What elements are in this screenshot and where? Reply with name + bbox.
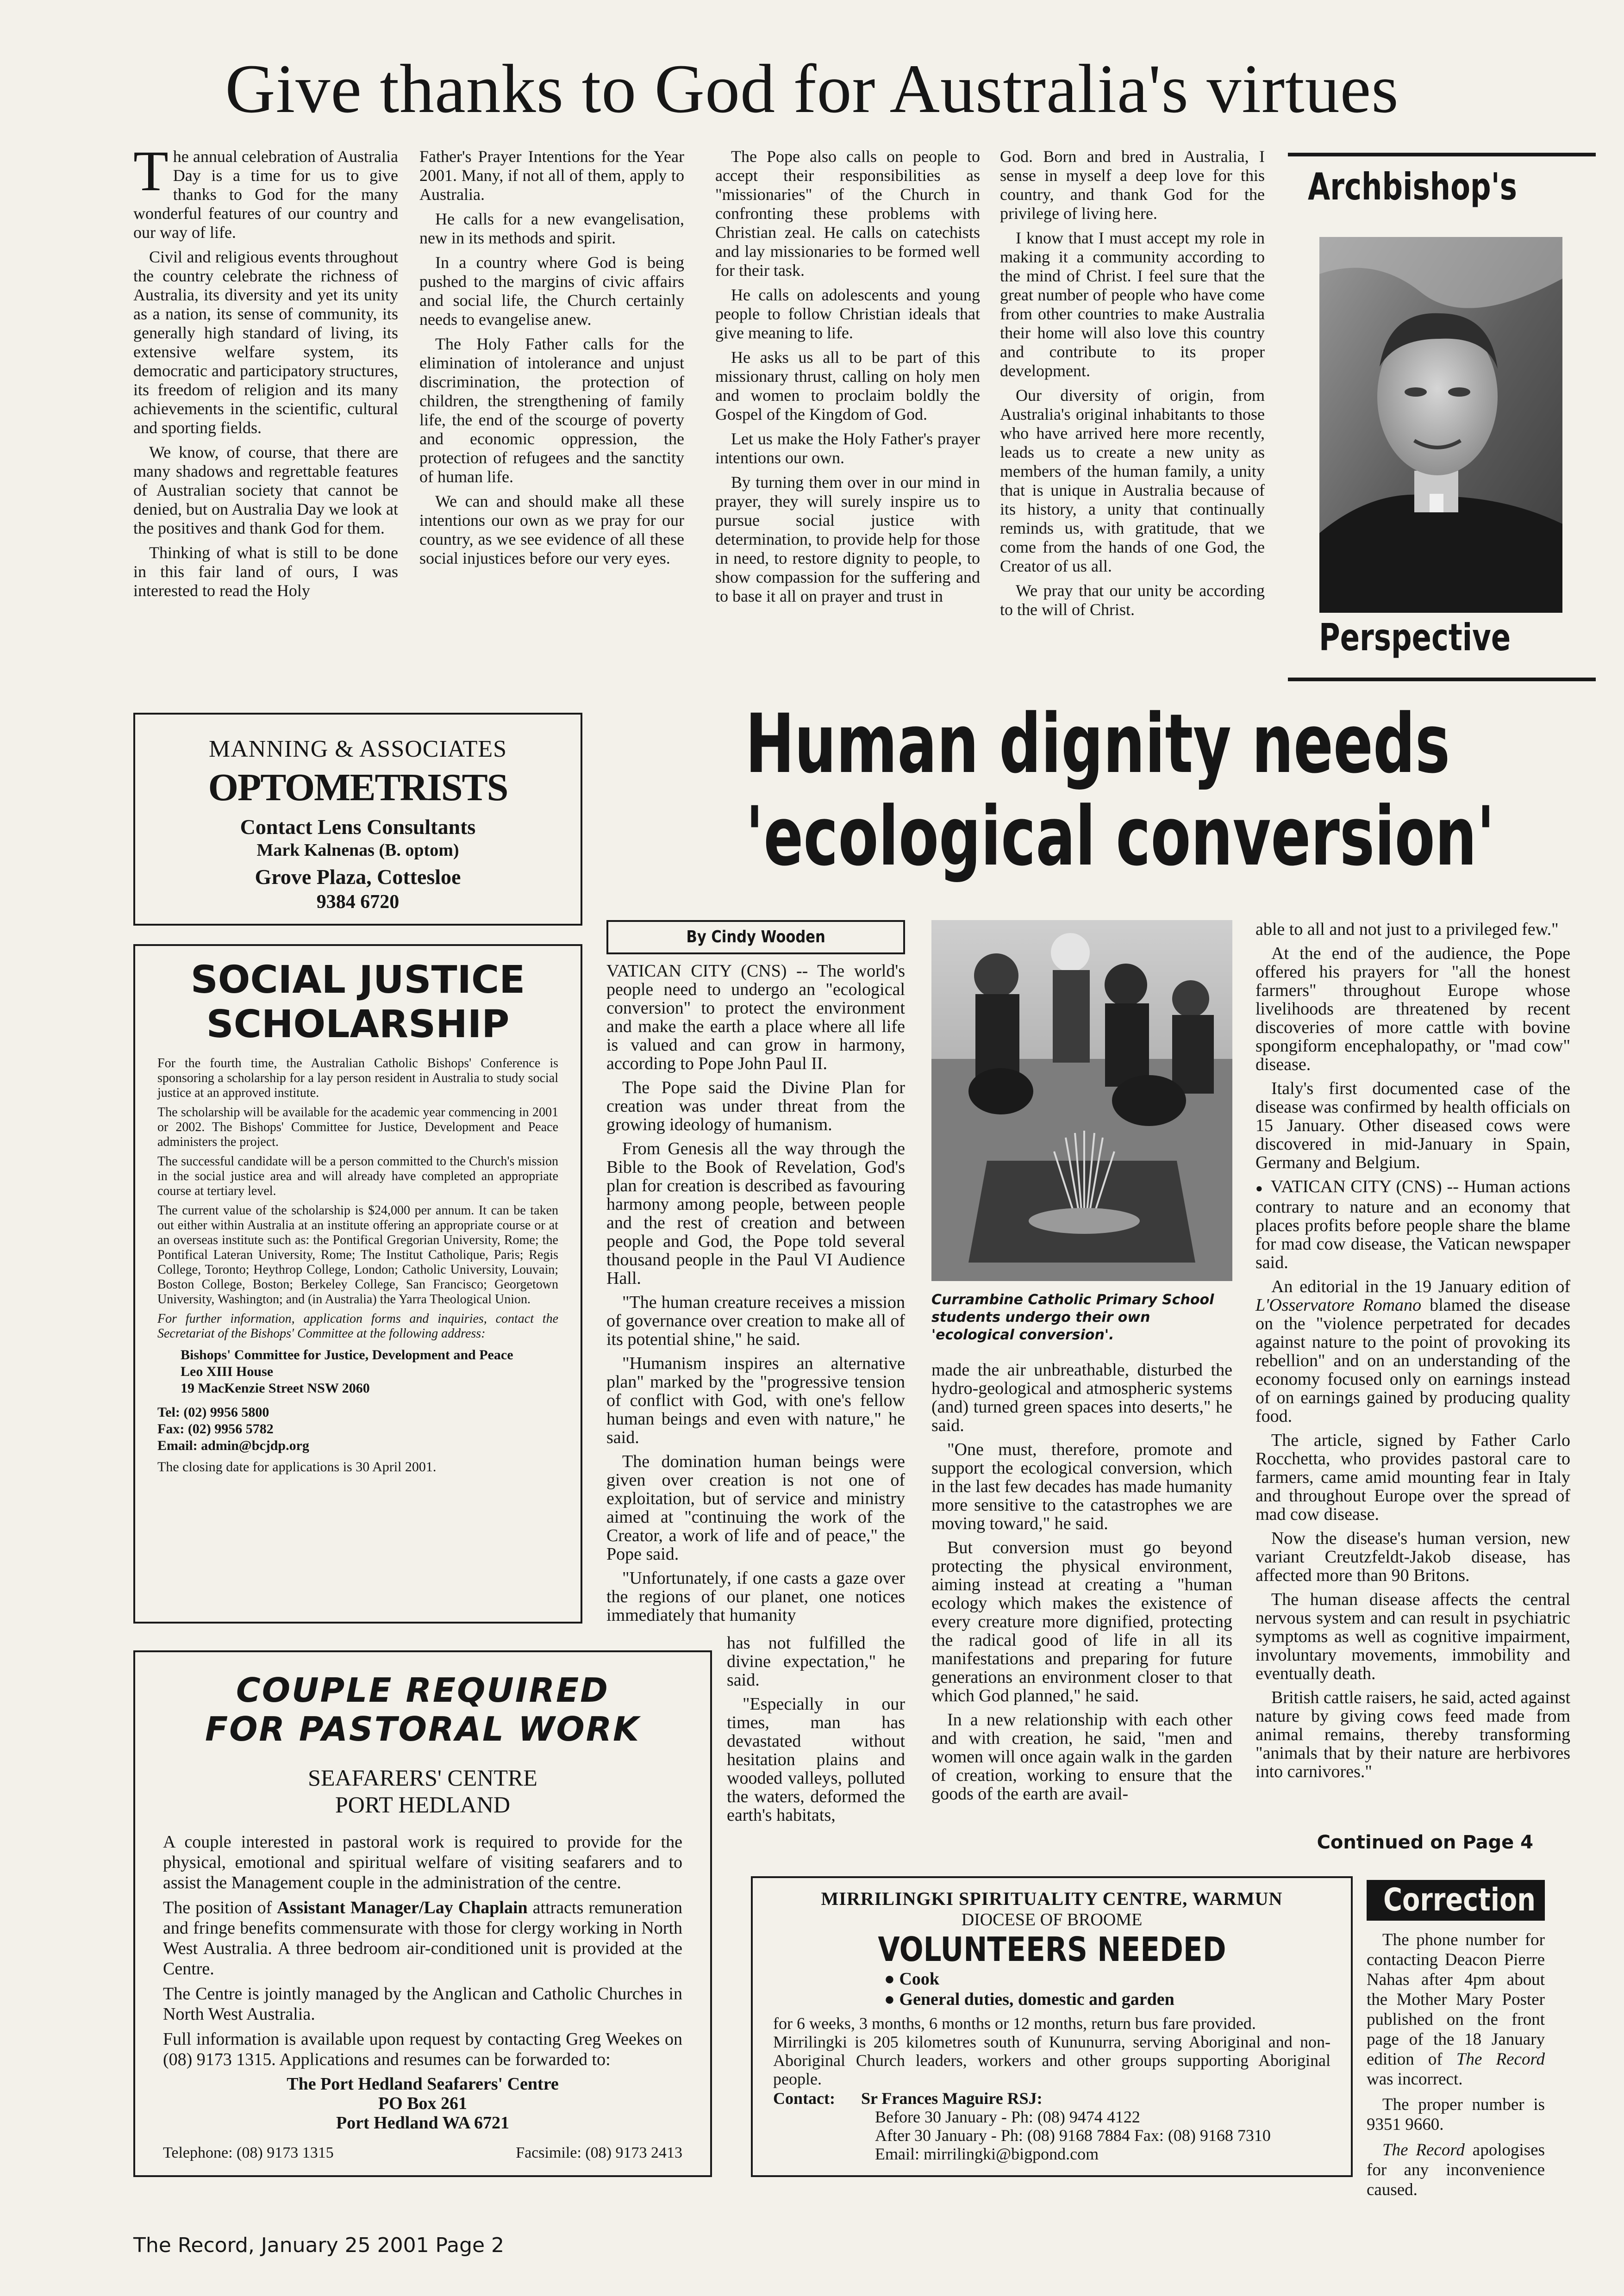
volunteers-contact-name: Sr Frances Maguire RSJ: — [861, 2089, 1043, 2108]
volunteers-centre: MIRRILINGKI SPIRITUALITY CENTRE, WARMUN — [821, 1888, 1283, 1909]
byline: By Cindy Wooden — [606, 920, 905, 954]
feature-col-1: The annual celebration of Australia Day is a time for us to give thanks to God for the many wonderful features of our country and our way of life. Civil and religious events throughout the country celebrate the richness of Australia, its diversity and yet its unity as a nation, its sense of community, its generally high standard of living, its extensive welfare system, its democratic and participatory structures, its freedom of religion and its many achievements in the scientific, cultural and sporting fields. We know, of course, that there are many shadows and regrettable features of Australian society that cannot be denied, but on Australia Day we look at the positives and thank God for them. Thinking of what is still to be done in this fair land of ours, I was interested to read the Holy — [133, 139, 398, 600]
volunteers-diocese: DIOCESE OF BROOME — [961, 1910, 1143, 1929]
volunteers-about: Mirrilingki is 205 kilometres south of Kununurra, serving Aboriginal and non-Aboriginal Church leaders, workers and other groups supporting Aboriginal people. — [773, 2033, 1330, 2088]
correction-apology: The Record apologises for any inconvenience caused. — [1367, 2140, 1545, 2199]
volunteers-title: VOLUNTEERS NEEDED — [877, 1930, 1226, 1969]
volunteers-ad — [751, 1876, 1353, 2177]
correction-para: The phone number for contacting Deacon Pierre Nahas after 4pm about the Mother Mary Poster published on the front page of the 18 January edition of The Record was incorrect. — [1367, 1930, 1545, 2089]
scholarship-inquiries: For further information, application forms and inquiries, contact the Secretariat of the Bishops' Committee at the following address: — [157, 1312, 558, 1341]
optometrist-name: Mark Kalnenas (B. optom) — [256, 840, 459, 860]
pastoral-telephone: Telephone: (08) 9173 1315 — [163, 2144, 334, 2161]
column-bottom-rule — [1288, 678, 1596, 681]
pastoral-subtitle: SEAFARERS' CENTRE PORT HEDLAND — [308, 1765, 537, 1817]
page-footer: The Record, January 25 2001 Page 2 — [133, 2234, 505, 2257]
volunteers-contact-label: Contact: — [773, 2089, 835, 2108]
story-col-a: VATICAN CITY (CNS) -- The world's people need to undergo an "ecological conversion" to protect the environment and make the earth a place where all life is valued and can grow in harmony, according to Pope John Paul II. The Pope said the Divine Plan for creation was under threat from the growing ideology of humanism. From Genesis all the way through the Bible to the Book of Revelation, God's plan for creation is described as favouring harmony among people, between people and the rest of creation and between people and God, the Pope told several thousand people in the Paul VI Audience Hall. "The human creature receives a mission of governance over creation to make all of its potential shine," he said. "Humanism inspires an alternative plan" marked by the "progressive tension of conflict with God, with one's fellow human beings and even with nature," he said. The domination human beings were given over creation is not one of exploitation, but of service and ministry aimed at "continuing the work of the Creator, a work of life and of peace," the Pope said. "Unfortunately, if one casts a gaze over the regions of our planet, one notices immediately that humanity — [606, 961, 905, 1625]
scholarship-para: The scholarship will be available for the academic year commencing in 2001 or 2002. The Bishops' Committee for Justice, Development and Peace administers the project. — [157, 1105, 558, 1149]
continued-link[interactable]: Continued on Page 4 — [1317, 1832, 1533, 1853]
photo-caption: Currambine Catholic Primary School students undergo their own 'ecological conversion'. — [931, 1292, 1214, 1343]
feature-col-3: The Pope also calls on people to accept their responsibilities as "missionaries" of the Church in confronting these problems with Christian zeal. He calls on catechists and lay missionaries to be formed well for their task. He calls on adolescents and young people to follow Christian ideals that give meaning to life. He asks us all to be part of this missionary thrust, calling on holy men and women to proclaim boldly the Gospel of the Kingdom of God. Let us make the Holy Father's prayer intentions our own. By turning them over in our mind in prayer, they will surely inspire us to pursue social justice with determination, to provide help for those in need, to restore dignity to people, to show compassion for the suffering and to base it all on prayer and trust in — [715, 147, 980, 605]
story-col-c: able to all and not just to a privileged few." At the end of the audience, the Pope offered his prayers for "all the honest farmers" throughout Europe whose livelihoods are threatened by recent discoveries of more cattle with bovine spongiform encephalopathy, or "mad cow" disease. Italy's first documented case of the disease was confirmed by health officials on 15 January. Other diseased cows were discovered in mid-January in Spain, Germany and Belgium. ● VATICAN CITY (CNS) -- Human actions contrary to nature and an economy that places profits before people share the blame for mad cow disease, the Vatican newspaper said. An editorial in the 19 January edition of L'Osservatore Romano blamed the disease on the "violence perpetrated for decades against nature to the point of provoking its rebellion" and on an understanding of the economy focused only on earnings instead of on earnings gained by producing quality food. The article, signed by Father Carlo Rocchetta, who provides pastoral care to farmers, came amid mounting fear in Italy and throughout Europe over the spread of mad cow disease. Now the disease's human version, new variant Creutzfeldt-Jakob disease, has affected more than 90 Britons. The human disease affects the central nervous system and can result in psychiatric symptoms as well as cognitive impairment, involuntary movements, immobility and eventually death. British cattle raisers, he said, acted against nature by giving cows feed made from animal remains, thereby transforming "animals that by their nature are herbivores into carnivores." — [1255, 920, 1570, 1786]
volunteers-item-cook: ● Cook — [884, 1969, 940, 1989]
feature-col-4: God. Born and bred in Australia, I sense in myself a deep love for this country, and thank God for the privilege of living here. I know that I must accept my role in making it a community according to the mind of Christ. I feel sure that the great number of people who have come from other countries to make Australia their home will also love this country and contribute to its proper development. Our diversity of origin, from Australia's original inhabitants to those who have arrived here more recently, leads us to create a new unity as members of the human family, a unity that is unique in Australia because of its history, a unity that continually reminds us, with gratitude, that we come from the hands of one God, the Creator of us all. We pray that our unity be according to the will of Christ. — [1000, 147, 1265, 619]
volunteers-contact-after: After 30 January - Ph: (08) 9168 7884 Fax: (08) 9168 7310 — [875, 2126, 1271, 2145]
correction-number: The proper number is 9351 9660. — [1367, 2095, 1545, 2134]
pastoral-para: The Centre is jointly managed by the Anglican and Catholic Churches in North West Australia. — [163, 1984, 682, 2024]
story-headline: Human dignity needs 'ecological conversion' — [745, 697, 1495, 884]
column-heading-bottom: Perspective — [1319, 616, 1511, 659]
column-heading-top: Archbishop's — [1307, 165, 1517, 208]
pastoral-para: The position of Assistant Manager/Lay Chaplain attracts remuneration and fringe benefits commensurate with those for clergy working in North West Australia. A three bedroom air-conditioned unit is provided at the Centre. — [163, 1898, 682, 1979]
pastoral-para: A couple interested in pastoral work is required to provide for the physical, emotional and spiritual welfare of visiting seafarers and to assist the Management couple in the administration of the centre. — [163, 1832, 682, 1892]
pastoral-work-ad — [133, 1650, 712, 2177]
drop-cap: T — [133, 139, 169, 203]
volunteers-duration: for 6 weeks, 3 months, 6 months or 12 months, return bus fare provided. — [773, 2014, 1256, 2033]
portrait-illustration — [1319, 237, 1562, 613]
correction-body — [1367, 1930, 1545, 2205]
page-headline: Give thanks to God for Australia's virtues — [225, 50, 1399, 127]
scholarship-title: SOCIAL JUSTICE SCHOLARSHIP — [190, 958, 525, 1046]
optometrist-address: Grove Plaza, Cottesloe — [255, 865, 461, 889]
correction-title: Correction — [1367, 1880, 1545, 1921]
feature-col-2: Father's Prayer Intentions for the Year 2001. Many, if not all of them, apply to Australia. He calls for a new evangelisation, new in its methods and spirit. In a country where God is being pushed to the margins of civic affairs and social life, the Church certainly needs to evangelise anew. The Holy Father calls for the elimination of intolerance and unjust discrimination, the protection of children, the strengthening of family life, the end of the scourge of poverty and economic oppression, the protection of refugees and the sanctity of human life. We can and should make all these intentions our own as we pray for our country, as we see evidence of all these social injustices before our very eyes. — [419, 147, 684, 567]
students-planting-illustration — [931, 920, 1232, 1281]
archbishop-portrait — [1319, 237, 1562, 613]
scholarship-ad — [133, 944, 582, 1624]
volunteers-item-general: ● General duties, domestic and garden — [884, 1990, 1174, 2009]
optometrist-title: OPTOMETRISTS — [208, 766, 508, 809]
scholarship-para: The successful candidate will be a person committed to the Church's mission in the social justice area and will already have completed an appropriate course at tertiary level. — [157, 1154, 558, 1198]
story-col-b: made the air unbreathable, disturbed the hydro-geological and atmospheric systems (and) turned green spaces into deserts," he said. "One must, therefore, promote and support the ecological conversion, which in the last few decades has made humanity more sensitive to the catastrophes we are moving toward," he said. But conversion must go beyond protecting the physical environment, aiming instead at creating a "human ecology which makes the existence of every creature more dignified, protecting the radical good of life in all its manifestations and preparing for future generations an environment closer to that which God planned," he said. In a new relationship with each other and with creation, he said, "men and women will once again walk in the garden of creation, working to ensure that the goods of the earth are avail- — [931, 1360, 1232, 1804]
volunteers-contact-before: Before 30 January - Ph: (08) 9474 4122 — [875, 2108, 1140, 2126]
school-students-photo — [931, 920, 1232, 1281]
pastoral-address: The Port Hedland Seafarers' Centre PO Box 261 Port Hedland WA 6721 — [287, 2074, 559, 2133]
column-top-rule — [1288, 153, 1596, 156]
scholarship-para: The current value of the scholarship is $24,000 per annum. It can be taken out either within Australia at an institute offering an appropriate course or at an overseas institute such as: the Pontifical Gregorian University, Rome; the Pontifical Lateran University, Rome; The Institut Catholique, Paris; Regis College, Toronto; Heythrop College, London; Catholic University, Louvain; Boston College, Boston; Berkeley College, San Francisco; Georgetown University, Washington; and (in Australia) the Yarra Theological Union. — [157, 1203, 558, 1307]
scholarship-closing: The closing date for applications is 30 April 2001. — [157, 1459, 437, 1475]
optometrist-service: Contact Lens Consultants — [240, 815, 476, 839]
pastoral-title: COUPLE REQUIRED FOR PASTORAL WORK — [205, 1671, 640, 1748]
optometrist-ad — [133, 713, 582, 926]
optometrist-firm: MANNING & ASSOCIATES — [208, 736, 507, 762]
pastoral-facsimile: Facsimile: (08) 9173 2413 — [516, 2144, 682, 2161]
scholarship-address: Bishops' Committee for Justice, Development and Peace Leo XIII House 19 MacKenzie Street NSW 2060 — [181, 1347, 513, 1396]
story-col-a-tail: has not fulfilled the divine expectation," he said. "Especially in our times, man has devastated without hesitation plains and wooded valleys, polluted the waters, deformed the earth's habitats, — [727, 1633, 905, 1825]
scholarship-para: For the fourth time, the Australian Catholic Bishops' Conference is sponsoring a scholarship for a lay person resident in Australia to study social justice at an approved institute. — [157, 1056, 558, 1100]
volunteers-contact-email: Email: mirrilingki@bigpond.com — [875, 2145, 1099, 2163]
editorial-para: An editorial in the 19 January edition of L'Osservatore Romano blamed the disease on the "violence perpetrated for decades against nature to the point of provoking its rebellion" and on an understanding of the economy focused only on earnings instead of on earnings gained by producing quality food. — [1255, 1277, 1570, 1426]
optometrist-phone: 9384 6720 — [316, 891, 400, 913]
scholarship-contacts: Tel: (02) 9956 5800 Fax: (02) 9956 5782 Email: admin@bcjdp.org — [157, 1405, 309, 1453]
pastoral-para: Full information is available upon request by contacting Greg Weekes on (08) 9173 1315. Applications and resumes can be forwarded to: — [163, 2029, 682, 2069]
